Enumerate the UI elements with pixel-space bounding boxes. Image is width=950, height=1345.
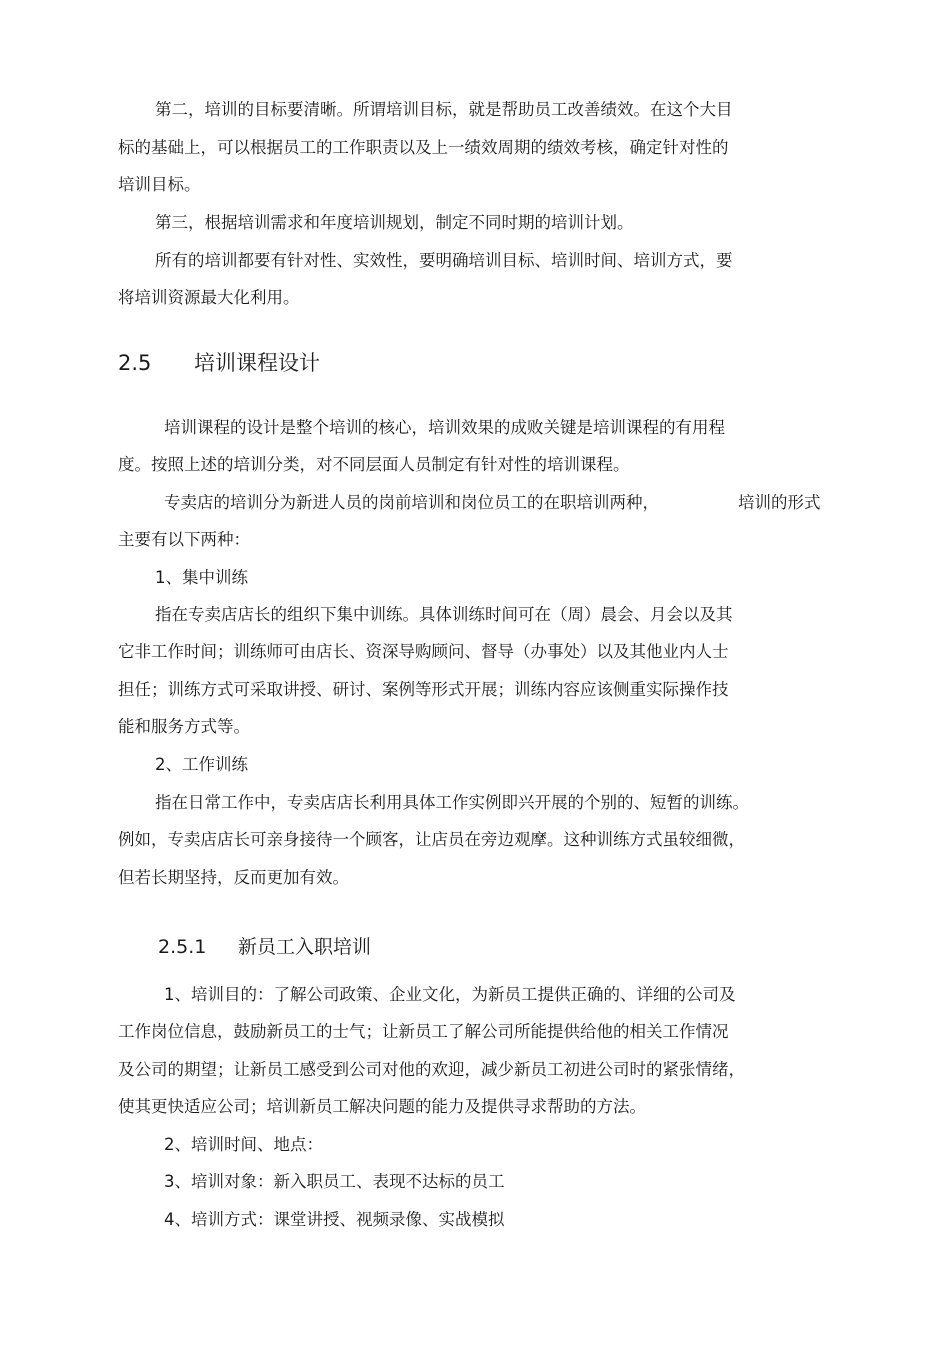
section-2-5-1-title: 新员工入职培训 — [238, 936, 372, 958]
s25-item2-line3: 但若长期坚持，反而更加有效。 — [118, 868, 349, 887]
section-2-5-1-number: 2.5.1 — [158, 936, 207, 958]
s251-p1-line2: 工作岗位信息，鼓励新员工的士气；让新员工了解公司所能提供给他的相关工作情况 — [118, 1022, 729, 1041]
s25-item1-line2: 它非工作时间；训练师可由店长、资深导购顾问、督导（办事处）以及其他业内人士 — [118, 642, 729, 661]
s25-item2-title: 2、工作训练 — [155, 755, 248, 774]
s25-p2-line1b: 培训的形式 — [738, 493, 821, 512]
s25-item1-line3: 担任；训练方式可采取讲授、研讨、案例等形式开展；训练内容应该侧重实际操作技 — [118, 680, 729, 699]
intro-p2: 第三，根据培训需求和年度培训规划，制定不同时期的培训计划。 — [155, 213, 634, 232]
s25-p2-line1a: 专卖店的培训分为新进人员的岗前培训和岗位员工的在职培训两种， — [164, 493, 659, 512]
s25-item1-line4: 能和服务方式等。 — [118, 717, 250, 736]
s251-p1-line3: 及公司的期望；让新员工感受到公司对他的欢迎，减少新员工初进公司时的紧张情绪， — [118, 1060, 745, 1079]
s25-p1-line2: 度。按照上述的培训分类，对不同层面人员制定有针对性的培训课程。 — [118, 455, 630, 474]
intro-p3-line2: 将培训资源最大化利用。 — [118, 288, 300, 307]
s251-p2: 2、培训时间、地点： — [164, 1135, 323, 1154]
s25-item1-line1: 指在专卖店店长的组织下集中训练。具体训练时间可在（周）晨会、月会以及其 — [155, 605, 733, 624]
s25-item2-line1: 指在日常工作中，专卖店店长利用具体工作实例即兴开展的个别的、短暂的训练。 — [155, 793, 749, 812]
s25-item1-title: 1、集中训练 — [155, 568, 248, 587]
section-2-5-number: 2.5 — [118, 351, 152, 375]
s25-item2-line2: 例如，专卖店店长可亲身接待一个顾客，让店员在旁边观摩。这种训练方式虽较细微， — [118, 830, 745, 849]
s251-p1-line4: 使其更快适应公司；培训新员工解决问题的能力及提供寻求帮助的方法。 — [118, 1097, 646, 1116]
s251-p3: 3、培训对象：新入职员工、表现不达标的员工 — [164, 1172, 505, 1191]
s251-p1-line1: 1、培训目的：了解公司政策、企业文化，为新员工提供正确的、详细的公司及 — [164, 985, 736, 1004]
intro-p3-line1: 所有的培训都要有针对性、实效性，要明确培训目标、培训时间、培训方式，要 — [155, 251, 733, 270]
intro-p1-line2: 标的基础上，可以根据员工的工作职责以及上一绩效周期的绩效考核，确定针对性的 — [118, 138, 729, 157]
intro-p1-line3: 培训目标。 — [118, 175, 201, 194]
section-2-5-title: 培训课程设计 — [194, 351, 320, 375]
s25-p2-line2: 主要有以下两种： — [118, 530, 250, 549]
intro-p1-line1: 第二，培训的目标要清晰。所谓培训目标，就是帮助员工改善绩效。在这个大目 — [155, 100, 733, 119]
s25-p1-line1: 培训课程的设计是整个培训的核心，培训效果的成败关键是培训课程的有用程 — [164, 418, 725, 437]
s251-p4: 4、培训方式：课堂讲授、视频录像、实战模拟 — [164, 1210, 505, 1229]
